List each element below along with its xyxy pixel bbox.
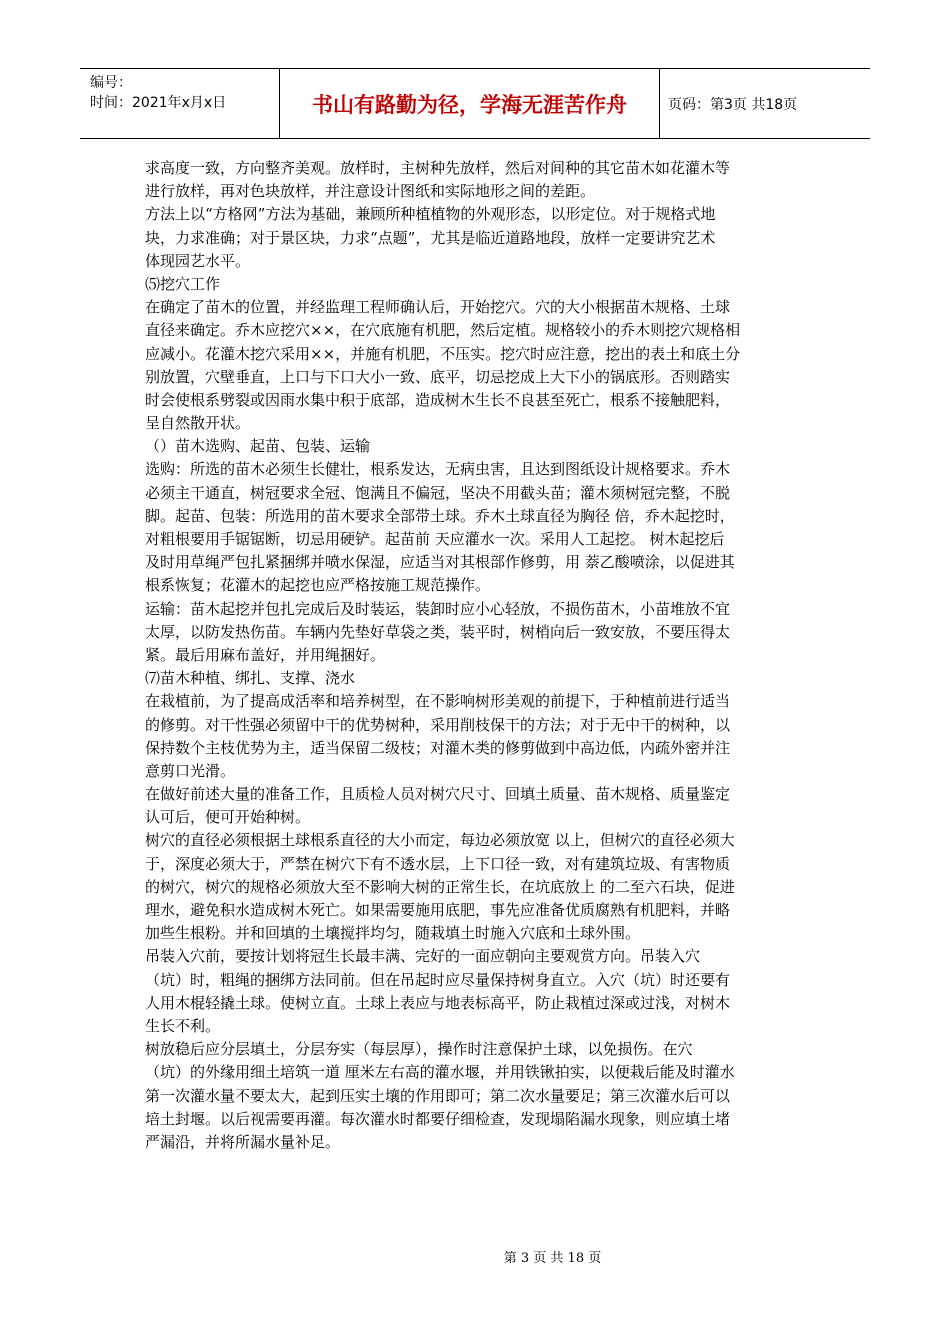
date-label: 时间：2021年x月x日 <box>90 95 227 111</box>
body-text-line: 方法上以“方格网”方法为基础，兼顾所种植植物的外观形态，以形定位。对于规格式地 <box>145 205 716 224</box>
body-text-line: 于，深度必须大于，严禁在树穴下有不透水层，上下口径一致，对有建筑垃圾、有害物质 <box>145 854 731 873</box>
body-text-line: 进行放样，再对色块放样，并注意设计图纸和实际地形之间的差距。 <box>145 182 596 201</box>
body-text-line: 在栽植前，为了提高成活率和培养树型，在不影响树形美观的前提下，于种植前进行适当 <box>145 692 731 711</box>
body-text-line: 树穴的直径必须根据土球根系直径的大小而定，每边必须放宽 以上，但树穴的直径必须大 <box>145 831 735 850</box>
body-text-line: 求高度一致，方向整齐美观。放样时，主树种先放样，然后对间种的其它苗木如花灌木等 <box>145 159 731 177</box>
body-text-line: 直径来确定。乔木应挖穴××，在穴底施有机肥，然后定植。规格较小的乔木则挖穴规格相 <box>145 321 741 340</box>
body-text-line: ⑸挖穴工作 <box>145 274 221 293</box>
body-text-line: 紧。最后用麻布盖好，并用绳捆好。 <box>145 645 386 664</box>
body-text-line: 理水，避免积水造成树木死亡。如果需要施用底肥，事先应准备优质腐熟有机肥料，并略 <box>145 901 731 919</box>
body-text-line: 脚。起苗、包装：所选用的苗木要求全部带土球。乔木土球直径为胸径 倍，乔木起挖时， <box>145 506 735 525</box>
header-meta-cell <box>80 69 280 138</box>
body-text-line: 严漏沿，并将所漏水量补足。 <box>145 1132 341 1151</box>
body-text-line: 块，力求准确；对于景区块，力求“点题”，尤其是临近道路地段，放样一定要讲究艺术 <box>145 228 716 247</box>
body-text-line: （坑）时，粗绳的捆绑方法同前。但在吊起时应尽量保持树身直立。入穴（坑）时还要有 <box>145 970 731 989</box>
body-text-line: 太厚，以防发热伤苗。车辆内先垫好草袋之类，装平时，树梢向后一致安放，不要压得太 <box>145 622 731 641</box>
body-text-line: 吊装入穴前，要按计划将冠生长最丰满、完好的一面应朝向主要观赏方向。吊装入穴 <box>145 947 701 966</box>
body-text-line: 生长不利。 <box>145 1016 221 1035</box>
body-text-line: （坑）的外缘用细土培筑一道 厘米左右高的灌水堰，并用铁锹拍实，以便栽后能及时灌水 <box>145 1063 735 1082</box>
body-text-line: ⑺苗木种植、绑扎、支撑、浇水 <box>145 669 356 688</box>
body-text-line: 时会使根系劈裂或因雨水集中积于底部，造成树木生长不良甚至死亡，根系不接触肥料， <box>145 390 731 409</box>
body-text-line: 选购：所选的苗木必须生长健壮，根系发达，无病虫害，且达到图纸设计规格要求。乔木 <box>145 460 731 479</box>
footer-page-number: 第 3 页 共 18 页 <box>503 1251 602 1266</box>
body-text-line: （）苗木选购、起苗、包装、运输 <box>145 437 371 456</box>
document-body <box>145 157 810 1154</box>
body-text-line: 的修剪。对干性强必须留中干的优势树种，采用削枝保干的方法；对于无中干的树种，以 <box>145 715 731 734</box>
body-text-line: 树放稳后应分层填土，分层夯实（每层厚），操作时注意保护土球，以免损伤。在穴 <box>145 1040 693 1059</box>
body-text-line: 及时用草绳严包扎紧捆绑并喷水保湿，应适当对其根部作修剪，用 萘乙酸喷涂，以促进其 <box>145 553 735 572</box>
doc-number-label: 编号： <box>90 75 132 91</box>
body-text-line: 对粗根要用手锯锯断，切忌用硬铲。起苗前 天应灌水一次。采用人工起挖。 树木起挖后 <box>145 530 725 548</box>
body-text-line: 在做好前述大量的准备工作，且质检人员对树穴尺寸、回填土质量、苗木规格、质量鉴定 <box>145 785 731 804</box>
page-footer <box>0 1247 950 1266</box>
header-motto: 书山有路勤为径，学海无涯苦作舟 <box>280 69 660 138</box>
body-text-line: 运输：苗木起挖并包扎完成后及时装运，装卸时应小心轻放，不损伤苗木，小苗堆放不宜 <box>145 599 731 618</box>
body-text-line: 意剪口光滑。 <box>145 761 236 780</box>
page-header <box>80 68 870 139</box>
body-text-line: 在确定了苗木的位置，并经监理工程师确认后，开始挖穴。穴的大小根据苗木规格、土球 <box>145 298 731 317</box>
body-text-line: 培土封堰。以后视需要再灌。每次灌水时都要仔细检查，发现塌陷漏水现象，则应填土堵 <box>145 1109 731 1128</box>
body-text-line: 人用木棍轻撬土球。使树立直。土球上表应与地表标高平，防止栽植过深或过浅，对树木 <box>145 993 731 1012</box>
header-page-info: 页码：第3页 共18页 <box>668 96 798 113</box>
body-text-line: 必须主干通直，树冠要求全冠、饱满且不偏冠，坚决不用截头苗；灌木须树冠完整，不脱 <box>145 483 731 502</box>
body-text-line: 根系恢复；花灌木的起挖也应严格按施工规范操作。 <box>145 576 491 595</box>
body-text-line: 认可后，便可开始种树。 <box>145 808 311 827</box>
body-text-line: 的树穴，树穴的规格必须放大至不影响大树的正常生长，在坑底放上 的二至六石块，促进 <box>145 877 735 896</box>
body-text-line: 加些生根粉。并和回填的土壤搅拌均匀，随栽填土时施入穴底和土球外围。 <box>145 924 641 943</box>
body-text-line: 别放置，穴壁垂直，上口与下口大小一致、底平，切忌挖成上大下小的锅底形。否则踏实 <box>145 367 731 386</box>
body-text-line: 体现园艺水平。 <box>145 251 251 270</box>
body-text-line: 应减小。花灌木挖穴采用××，并施有机肥，不压实。挖穴时应注意，挖出的表土和底土分 <box>145 344 741 363</box>
body-text-line: 保持数个主枝优势为主，适当保留二级枝；对灌木类的修剪做到中高边低，内疏外密并注 <box>145 738 731 757</box>
body-text-line: 呈自然散开状。 <box>145 414 251 433</box>
body-text-line: 第一次灌水量不要太大，起到压实土壤的作用即可；第二次水量要足；第三次灌水后可以 <box>145 1086 731 1105</box>
